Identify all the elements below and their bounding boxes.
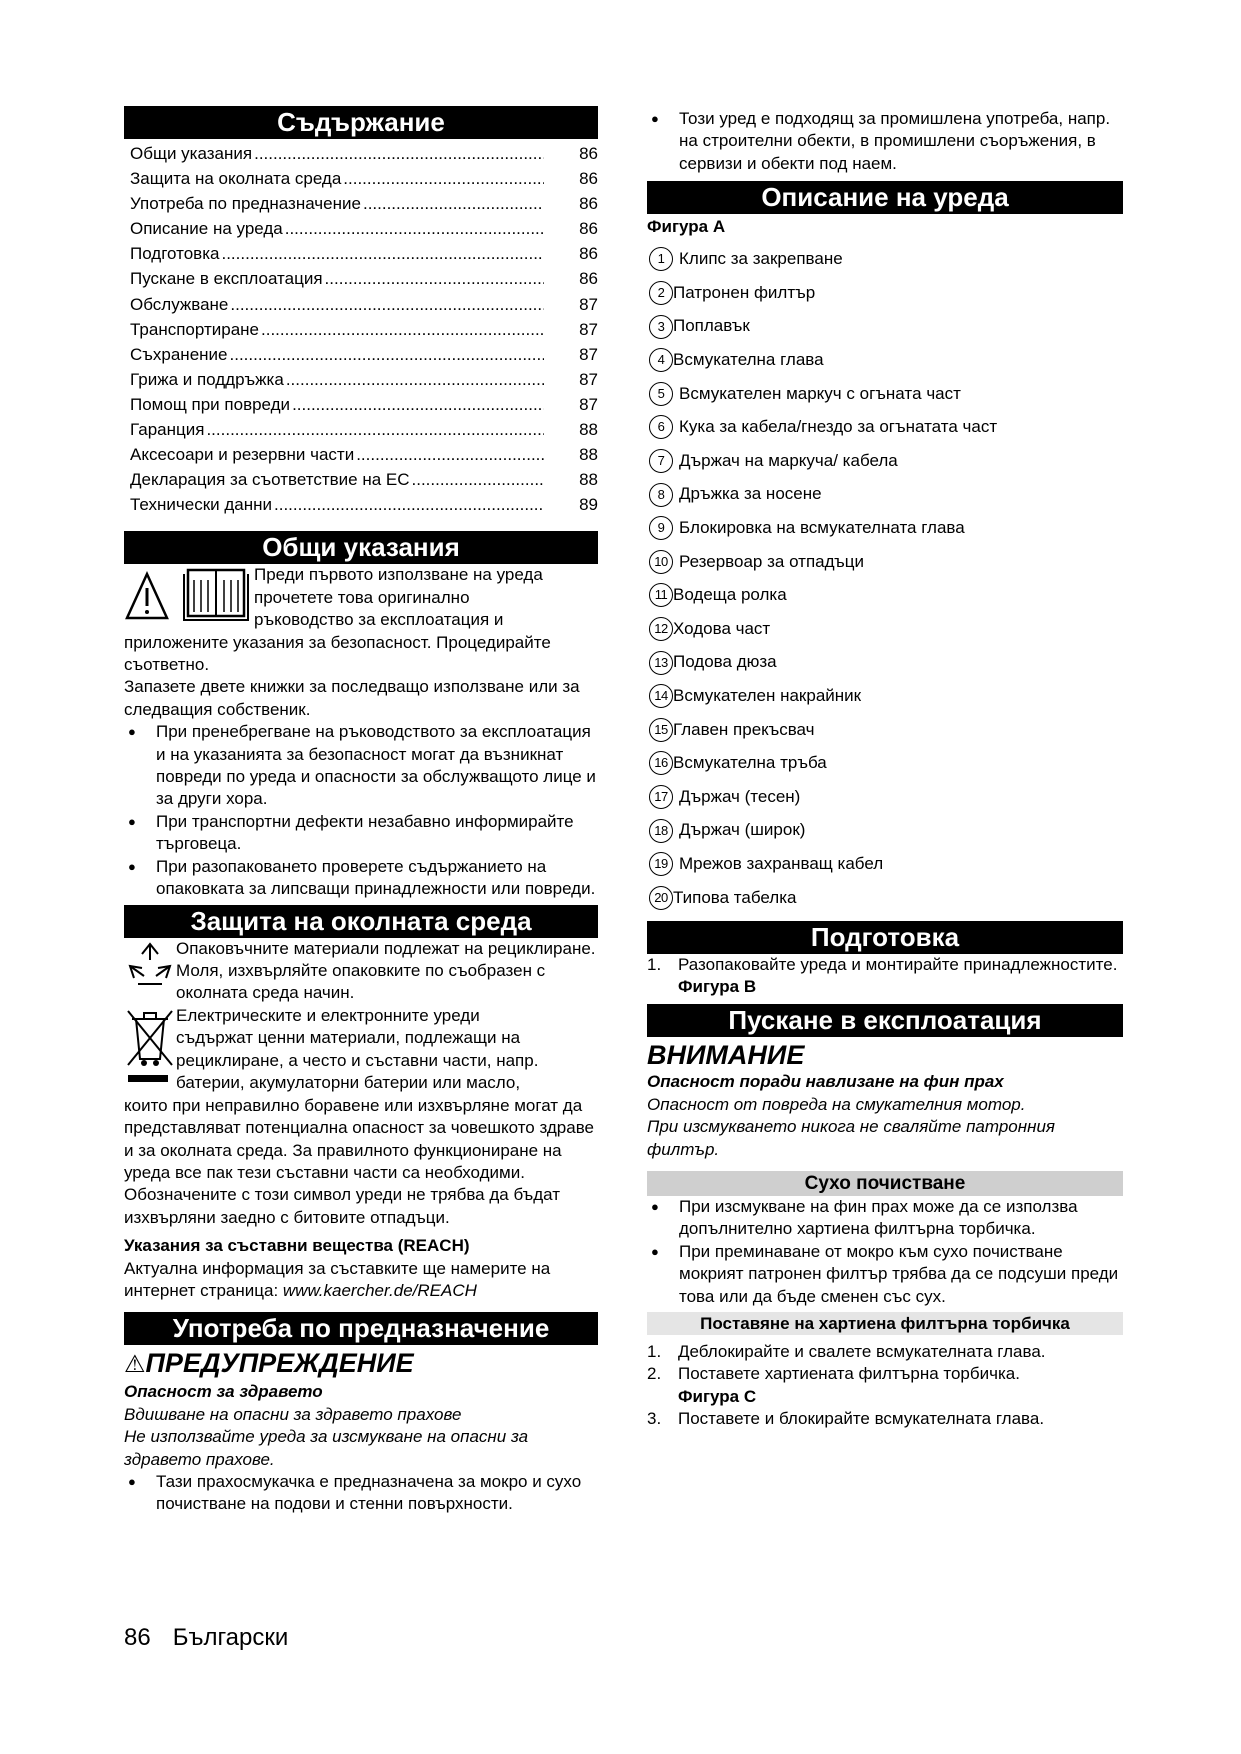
toc-entry[interactable]: Аксесоари и резервни части ..... 88 <box>124 444 598 469</box>
intro-line: Преди първото използване на уреда <box>254 565 543 585</box>
page-footer <box>124 1624 310 1651</box>
list-item: 5 Всмукателен маркуч с огънатa част <box>647 377 1123 411</box>
toc-heading: Съдържание <box>124 106 598 139</box>
figure-label: Фигура A <box>647 217 726 237</box>
number-badge: 9 <box>649 516 673 540</box>
list-item: 6 Кука за кабела/гнездо за огънатата част <box>647 411 1123 445</box>
left-column <box>124 106 598 1516</box>
number-badge: 18 <box>649 819 673 843</box>
list-item: 16 Всмукателна тръба <box>647 747 1123 781</box>
list-item: ● Този уред е подходящ за промишлена употреба, напр. на строителни обекти, в промишлени съоръжения, в сервизи и обекти под наем. <box>647 108 1123 175</box>
list-item: 17 Държач (тесен) <box>647 780 1123 814</box>
number-badge: 12 <box>649 617 673 641</box>
number-badge: 6 <box>649 415 673 439</box>
intended-bullets-cont <box>647 108 1123 175</box>
weee-line: Електрическите и електронните уреди <box>176 1005 480 1025</box>
intended-heading: Употреба по предназначение <box>124 1312 598 1345</box>
table-of-contents <box>124 143 598 519</box>
recycle-icon <box>124 938 176 1004</box>
dry-bullets <box>647 1196 1123 1308</box>
list-item: 18 Държач (широк) <box>647 814 1123 848</box>
list-item: 8 Дръжка за носене <box>647 478 1123 512</box>
toc-entry[interactable]: Помощ при повреди ..... 87 <box>124 394 598 419</box>
intro-rest: приложените указания за безопасност. Процедирайте съответно. <box>124 632 551 675</box>
recycle-block <box>124 938 598 1005</box>
list-item: 14 Всмукателен накрайник <box>647 679 1123 713</box>
number-badge: 20 <box>649 886 673 910</box>
list-item: 20 Типова табелка <box>647 881 1123 915</box>
list-item: 1. Разопаковайте уреда и монтирайте принадлежностите. Фигура B <box>647 954 1118 996</box>
warning-heading: ⚠ПРЕДУПРЕЖДЕНИЕ <box>124 1348 414 1379</box>
list-item: ● При преминаване от мокро към сухо почистване мокрият патронен филтър трябва да се подсуши преди това или да бъде сменен със сух. <box>647 1241 1123 1308</box>
description-heading: Описание на уреда <box>647 181 1123 214</box>
caution-heading: ВНИМАНИЕ <box>647 1040 805 1071</box>
list-item: 4 Всмукателна глава <box>647 343 1123 377</box>
crossed-bin-icon <box>124 1005 176 1095</box>
danger-line: Вдишване на опасни за здравето прахове <box>124 1404 462 1424</box>
reach-link[interactable]: www.kaercher.de/REACH <box>282 1280 477 1300</box>
toc-entry[interactable]: Защита на околната среда ..... 86 <box>124 168 598 193</box>
list-item: 1 Клипс за закрепване <box>647 243 1123 277</box>
danger-line: Не използвайте уреда за изсмукване на опасни за здравето прахове. <box>124 1427 529 1469</box>
number-badge: 10 <box>649 550 673 574</box>
list-item: 7 Държач на маркуча/ кабела <box>647 444 1123 478</box>
list-item: 12 Ходова част <box>647 612 1123 646</box>
toc-entry[interactable]: Грижа и поддръжка ..... 87 <box>124 369 598 394</box>
list-item: 1. Деблокирайте и свалете всмукателната глава. <box>647 1341 1046 1361</box>
list-item: ● При разопаковането проверете съдържанието на опаковката за липсващи принадлежности или повреди. <box>124 856 598 901</box>
intro-line: прочетете това оригинално <box>254 587 470 607</box>
toc-entry[interactable]: Транспортиране ..... 87 <box>124 319 598 344</box>
weee-line: батерии, акумулаторни батерии или масло, <box>176 1072 521 1092</box>
number-badge: 4 <box>649 348 673 372</box>
number-badge: 19 <box>649 852 673 876</box>
weee-rest: които при неправилно боравене или изхвърляне могат да представляват потенциална опасност за човешкото здраве и за околната среда. За правилното функциониране на уреда все пак тези съставни части са необходими. Обозначените с този символ уреди не трябва да бъдат изхвърляни заедно с битовите отпадъци. <box>124 1095 595 1227</box>
toc-entry[interactable]: Декларация за съответствие на ЕС ..... 88 <box>124 469 598 494</box>
number-badge: 17 <box>649 785 673 809</box>
number-badge: 14 <box>649 684 673 708</box>
list-item: 2. Поставете хартиената филтърна торбичка. Фигура C <box>647 1364 1020 1406</box>
list-item: ● При пренебрегване на ръководството за експлоатация и на указанията за безопасност могат да възникнат повреди по уреда и опасности за обслужващото лице и за други хора. <box>124 721 598 811</box>
weee-line: съдържат ценни материали, подлежащи на <box>176 1028 521 1048</box>
list-item: 11 Водеща ролка <box>647 579 1123 613</box>
number-badge: 15 <box>649 718 673 742</box>
danger-line: Опасност от повреда на смукателния мотор. <box>647 1094 1026 1114</box>
list-item: 10 Резервоар за отпадъци <box>647 545 1123 579</box>
number-badge: 11 <box>649 583 673 607</box>
toc-entry[interactable]: Съхранение ..... 87 <box>124 344 598 369</box>
number-badge: 16 <box>649 751 673 775</box>
figure-label: Фигура C <box>678 1386 757 1406</box>
danger-title: Опасност поради навлизане на фин прах <box>647 1072 1004 1092</box>
parts-list <box>647 243 1123 915</box>
bag-steps <box>647 1341 1123 1431</box>
toc-entry[interactable]: Употреба по предназначение ..... 86 <box>124 193 598 218</box>
list-item: 15 Главен прекъсвач <box>647 713 1123 747</box>
list-item: ● При изсмукване на фин прах може да се използва допълнително хартиена филтърна торбичка. <box>647 1196 1123 1241</box>
list-item: ● При транспортни дефекти незабавно информирайте търговеца. <box>124 811 598 856</box>
number-badge: 5 <box>649 382 673 406</box>
language-label: Български <box>172 1624 289 1651</box>
startup-heading: Пускане в експлоатация <box>647 1004 1123 1037</box>
list-item: 2 Патронен филтър <box>647 276 1123 310</box>
list-item: 13 Подова дюза <box>647 646 1123 680</box>
list-item: 3. Поставете и блокирайте всмукателната глава. <box>647 1409 1045 1429</box>
reach-text: Актуална информация за съставките ще намерите на интернет страница: www.kaercher.de/REACH <box>124 1258 551 1300</box>
list-item: ● Тази прахосмукачка е предназначена за мокро и сухо почистване на подови и стенни повърхности. <box>124 1471 598 1516</box>
weee-line: рециклиране, а често и съставни части, напр. <box>176 1050 539 1070</box>
prep-steps <box>647 954 1123 999</box>
toc-entry[interactable]: Технически данни ..... 89 <box>124 494 598 519</box>
dry-heading: Сухо почистване <box>647 1171 1123 1196</box>
reach-title: Указания за съставни вещества (REACH) <box>124 1236 470 1256</box>
weee-block <box>124 1005 598 1095</box>
page-number: 86 <box>124 1624 151 1651</box>
number-badge: 2 <box>649 281 673 305</box>
general-heading: Общи указания <box>124 531 598 564</box>
intro-line: ръководство за експлоатация и <box>254 610 504 630</box>
env-heading: Защита на околната среда <box>124 905 598 938</box>
bag-heading: Поставяне на хартиена филтърна торбичка <box>647 1312 1123 1335</box>
prep-heading: Подготовка <box>647 921 1123 954</box>
warning-manual-icon <box>124 564 254 630</box>
figure-label: Фигура B <box>678 976 757 996</box>
number-badge: 3 <box>649 315 673 339</box>
general-bullets <box>124 721 598 900</box>
number-badge: 7 <box>649 449 673 473</box>
right-column <box>647 108 1123 1431</box>
keep-text: Запазете двете книжки за последващо използване или за следващия собственик. <box>124 677 580 719</box>
toc-entry[interactable]: Обслужване ..... 87 <box>124 294 598 319</box>
danger-title: Опасност за здравето <box>124 1382 323 1402</box>
toc-entry[interactable]: Пускане в експлоатация ..... 86 <box>124 268 598 293</box>
number-badge: 8 <box>649 483 673 507</box>
number-badge: 13 <box>649 651 673 675</box>
toc-entry[interactable]: Подготовка ..... 86 <box>124 243 598 268</box>
list-item: 3 Поплавък <box>647 310 1123 344</box>
list-item: 9 Блокировка на всмукателната глава <box>647 511 1123 545</box>
list-item: 19 Мрежов захранващ кабел <box>647 847 1123 881</box>
recycle-text: Опаковъчните материали подлежат на рециклиране. Моля, изхвърляйте опаковките по съобразен с околната среда начин. <box>176 938 596 1003</box>
toc-entry[interactable]: Гаранция ..... 88 <box>124 419 598 444</box>
warning-triangle-icon: ⚠ <box>124 1351 146 1379</box>
intended-bullets <box>124 1471 598 1516</box>
number-badge: 1 <box>649 247 673 271</box>
danger-line: При изсмукването никога не сваляйте патронния филтър. <box>647 1117 1055 1159</box>
toc-entry[interactable]: Описание на уреда ..... 86 <box>124 218 598 243</box>
general-intro <box>124 564 598 631</box>
toc-entry[interactable]: Общи указания ..... 86 <box>124 143 598 168</box>
